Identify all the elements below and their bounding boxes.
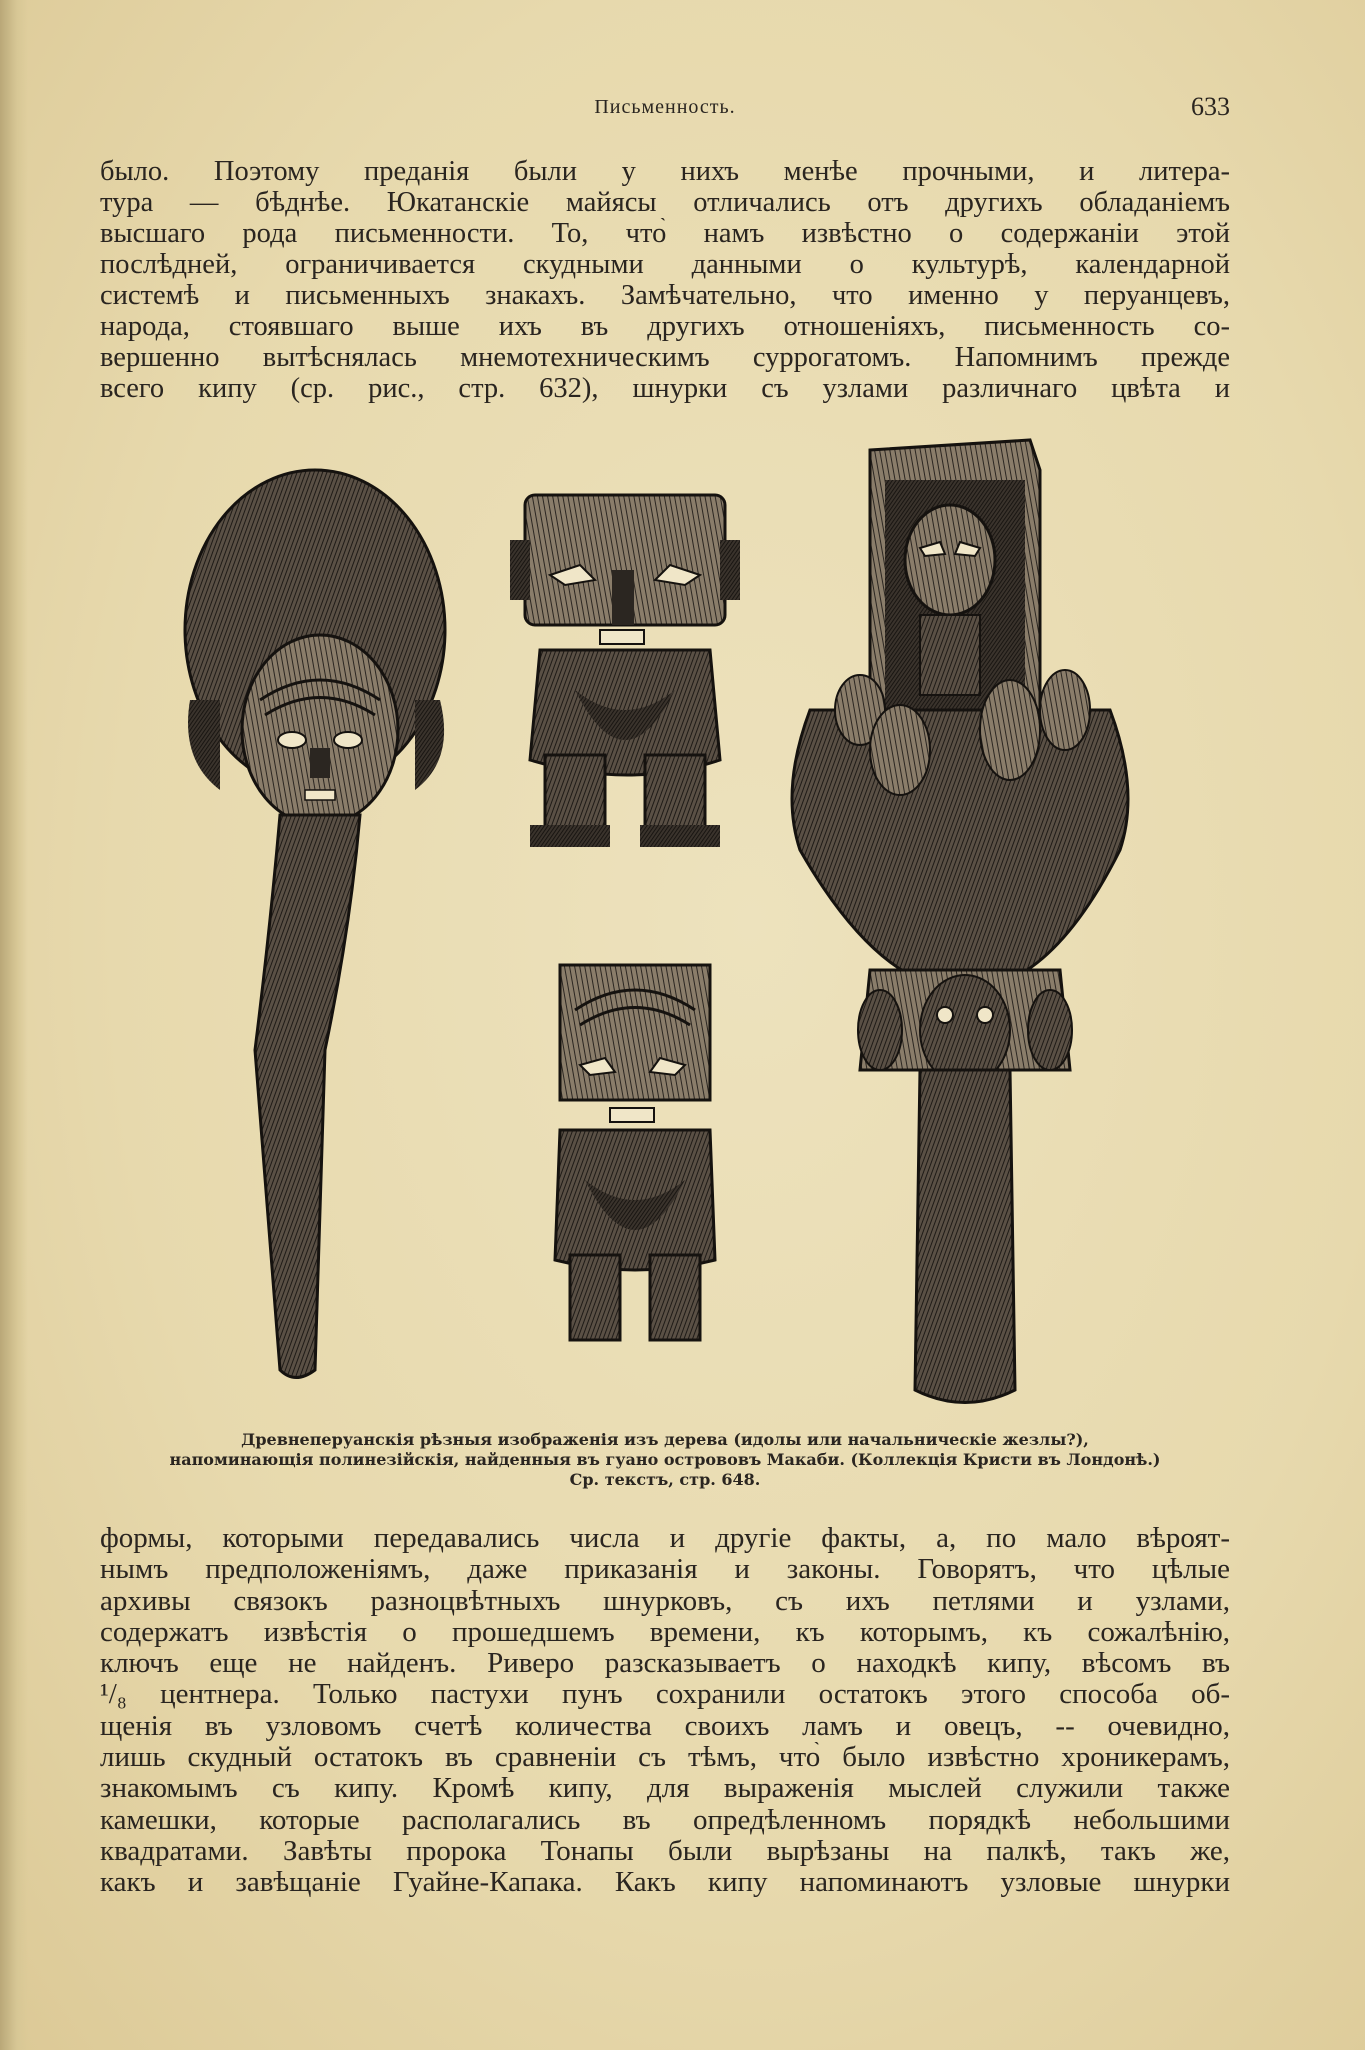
page-binding-edge — [0, 0, 28, 2050]
standing-idol-lower — [555, 965, 715, 1340]
caption-line: Ср. текстъ, стр. 648. — [569, 1470, 761, 1489]
page-number: 633 — [1191, 92, 1230, 121]
text-line: архивы связокъ разноцвѣтныхъ шнурковъ, съ ихъ петлями и узлами, — [100, 1585, 1230, 1617]
text-line: щенія въ узловомъ счетѣ количества своихъ ламъ и овецъ, -- очевидно, — [100, 1710, 1230, 1742]
text-line: вершенно вытѣснялась мнемотехническимъ суррогатомъ. Напомнимъ прежде — [100, 342, 1230, 373]
page-header — [100, 92, 1230, 132]
bottom-paragraph — [100, 1523, 1230, 1899]
text-line: системѣ и письменныхъ знакахъ. Замѣчательно, что именно у перуанцевъ, — [100, 280, 1230, 311]
text-line: содержатъ извѣстія о прошедшемъ времени, къ которымъ, къ сожалѣнію, — [100, 1616, 1230, 1648]
text-line: народа, стоявшаго выше ихъ въ другихъ отношеніяхъ, письменность со- — [100, 311, 1230, 342]
text-line: ключъ еще не найденъ. Риверо разсказываетъ о находкѣ кипу, вѣсомъ въ — [100, 1648, 1230, 1680]
caption-line: напоминающія полинезійскія, найденныя въ гуано острововъ Макаби. (Коллекція Кристи въ Лондонѣ.) — [169, 1450, 1161, 1469]
text-line: формы, которыми передавались числа и другіе факты, а, по мало вѣроят- — [100, 1523, 1230, 1554]
text-line: камешки, которые располагались въ опредѣленномъ порядкѣ небольшими — [100, 1804, 1230, 1836]
text-line: послѣдней, ограничивается скудными данными о культурѣ, календарной — [100, 249, 1230, 280]
running-title: Письменность. — [594, 96, 736, 118]
text-line: высшаго рода письменности. То, что̀ намъ извѣстно о содержаніи этой — [100, 218, 1230, 249]
text-line: было. Поэтому преданія были у нихъ менѣе прочными, и литера- — [100, 156, 1230, 187]
engraving-figure — [180, 430, 1180, 1410]
text-line: тура — бѣднѣе. Юкатанскіе майясы отличались отъ другихъ обладаніемъ — [100, 187, 1230, 218]
text-line: квадратами. Завѣты пророка Тонапы были вырѣзаны на палкѣ, такъ же, — [100, 1835, 1230, 1867]
figure-caption — [100, 1430, 1230, 1490]
standing-idol-upper — [510, 495, 740, 847]
text-line: ¹/₈ центнера. Только пастухи пунъ сохранили остатокъ этого способа об- — [100, 1679, 1230, 1711]
text-line: нымъ предположеніямъ, даже приказанія и законы. Говорятъ, что цѣлые — [100, 1554, 1230, 1586]
caption-line: Древнеперуанскія рѣзныя изображенія изъ дерева (идолы или начальническіе жезлы?), — [241, 1430, 1089, 1449]
text-line: знакомымъ съ кипу. Кромѣ кипу, для выраженія мыслей служили также — [100, 1773, 1230, 1805]
ceremonial-staff-with-shrine — [792, 440, 1128, 1403]
text-line: какъ и завѣщаніе Гуайне-Капака. Какъ кипу напоминаютъ узловые шнурки — [100, 1867, 1230, 1899]
text-line: лишь скудный остатокъ въ сравненіи съ тѣмъ, что̀ было извѣстно хроникерамъ, — [100, 1742, 1230, 1774]
top-paragraph — [100, 156, 1230, 404]
text-line: всего кипу (ср. рис., стр. 632), шнурки съ узлами различнаго цвѣта и — [100, 373, 1230, 404]
club-with-carved-face — [185, 470, 445, 1378]
